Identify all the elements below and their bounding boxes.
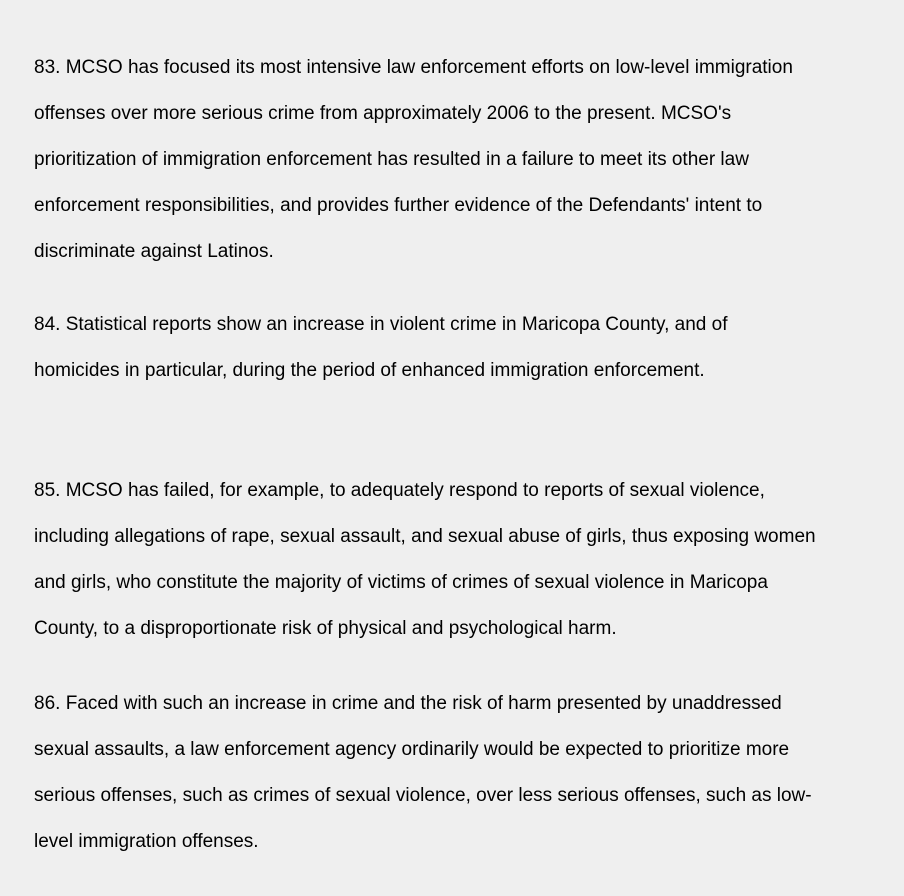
paragraph-line: homicides in particular, during the period of enhanced immigration enforcement. — [34, 360, 705, 381]
paragraph-line: enforcement responsibilities, and provides further evidence of the Defendants' intent to — [34, 195, 763, 216]
paragraph-line: 85. MCSO has failed, for example, to adequately respond to reports of sexual violence, — [34, 480, 765, 501]
paragraph-line: discriminate against Latinos. — [34, 241, 274, 262]
paragraph-83 — [34, 45, 793, 275]
paragraph-85 — [34, 468, 816, 652]
paragraph-line: serious offenses, such as crimes of sexual violence, over less serious offenses, such as low- — [34, 785, 812, 806]
paragraph-line: County, to a disproportionate risk of physical and psychological harm. — [34, 618, 617, 639]
paragraph-line: level immigration offenses. — [34, 831, 259, 852]
paragraph-line: 83. MCSO has focused its most intensive law enforcement efforts on low-level immigration — [34, 57, 793, 78]
paragraph-84 — [34, 302, 727, 394]
paragraph-line: prioritization of immigration enforcement has resulted in a failure to meet its other law — [34, 149, 749, 170]
paragraph-line: 86. Faced with such an increase in crime and the risk of harm presented by unaddressed — [34, 693, 782, 714]
paragraph-line: including allegations of rape, sexual assault, and sexual abuse of girls, thus exposing women — [34, 526, 816, 547]
paragraph-line: sexual assaults, a law enforcement agency ordinarily would be expected to prioritize more — [34, 739, 790, 760]
paragraph-line: offenses over more serious crime from approximately 2006 to the present. MCSO's — [34, 103, 732, 124]
paragraph-line: 84. Statistical reports show an increase in violent crime in Maricopa County, and of — [34, 314, 728, 335]
paragraph-86 — [34, 681, 812, 865]
paragraph-line: and girls, who constitute the majority of victims of crimes of sexual violence in Maricopa — [34, 572, 768, 593]
